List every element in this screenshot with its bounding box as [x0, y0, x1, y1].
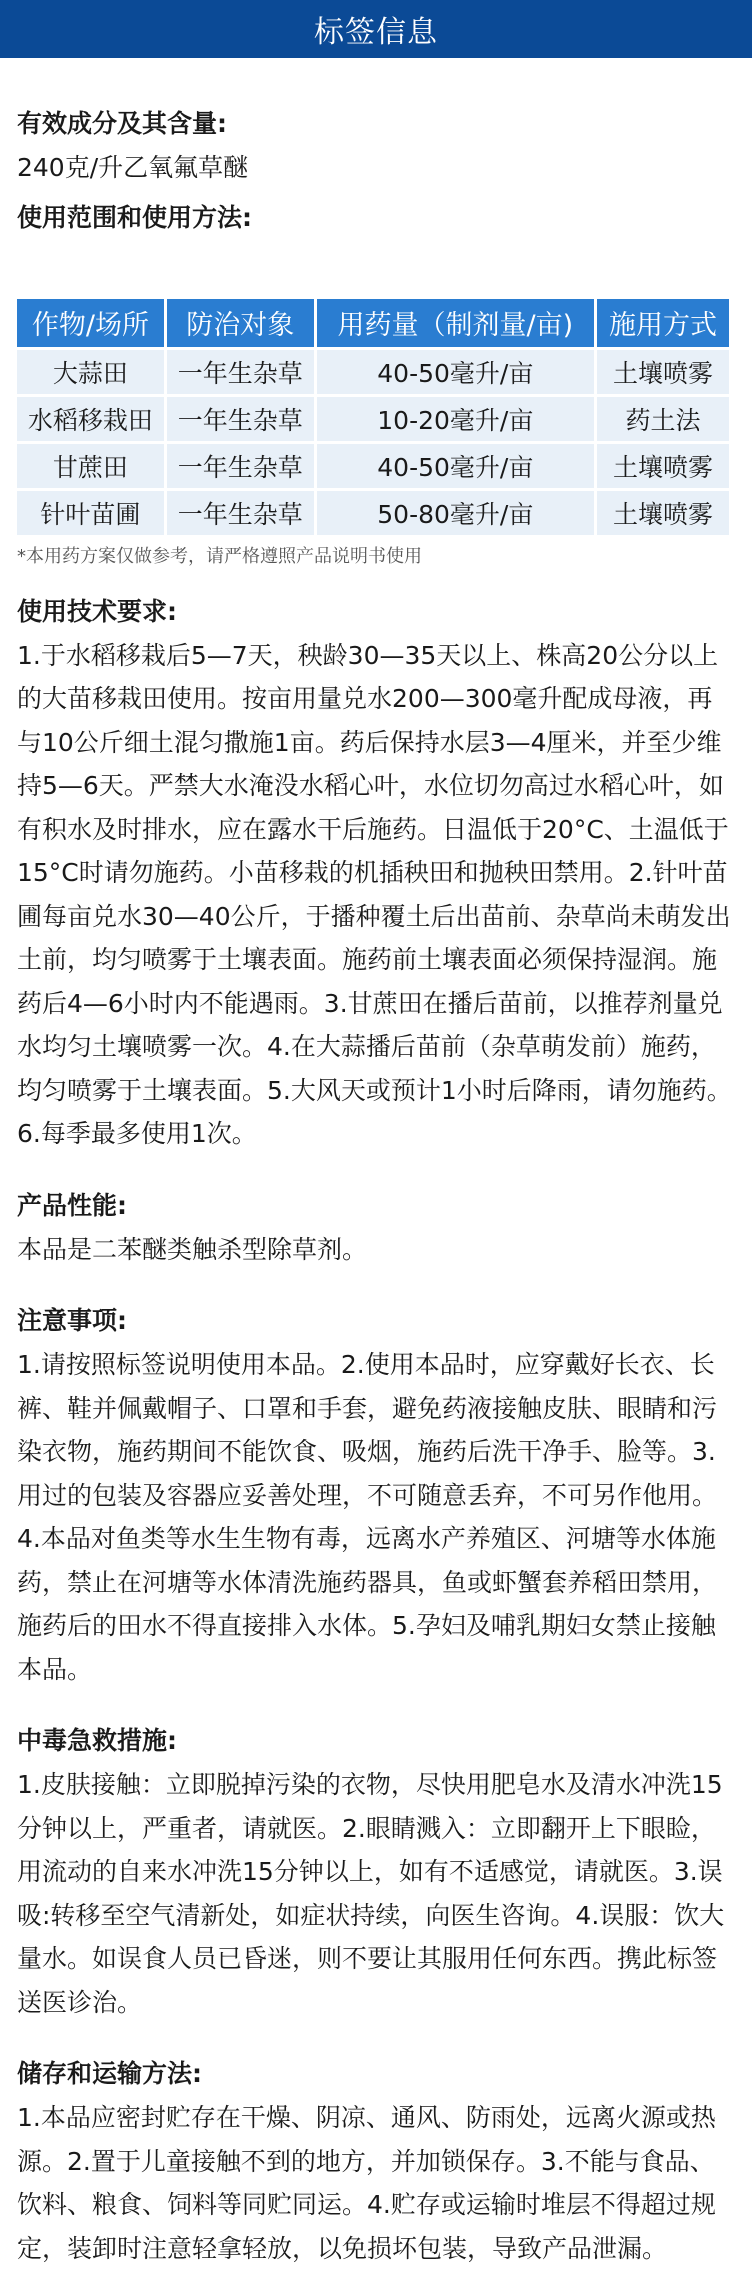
cell-dosage: 40-50毫升/亩: [317, 350, 594, 394]
caution-title: 注意事项:: [17, 1306, 127, 1335]
usage-table-header-row: [17, 299, 729, 347]
page-title: 标签信息: [314, 15, 438, 50]
usage-note: *本用药方案仅做参考，请严格遵照产品说明书使用: [17, 545, 422, 567]
storage-text: 1.本品应密封贮存在干燥、阴凉、通风、防雨处，远离火源或热源。2.置于儿童接触不到的地方，并加锁保存。3.不能与食品、饮料、粮食、饲料等同贮同运。4.贮存或运输时堆层不得超过规定，装卸时注意轻拿轻放，以免损坏包装，导致产品泄漏。: [17, 2103, 716, 2263]
table-row: [17, 350, 729, 394]
cell-crop: 大蒜田: [17, 350, 164, 394]
cell-dosage: 10-20毫升/亩: [317, 397, 594, 441]
performance-title: 产品性能:: [17, 1190, 127, 1220]
column-header-target: 防治对象: [167, 299, 314, 347]
storage-title: 储存和运输方法:: [17, 2059, 202, 2088]
ingredient-value: 240克/升乙氧氟草醚: [17, 153, 249, 182]
tech-title: 使用技术要求:: [17, 596, 177, 626]
table-row: [17, 491, 729, 535]
cell-method: 药土法: [597, 397, 729, 441]
cell-target: 一年生杂草: [167, 350, 314, 394]
column-header-method: 施用方式: [597, 299, 729, 347]
cell-target: 一年生杂草: [167, 397, 314, 441]
table-row: [17, 444, 729, 488]
cell-dosage: 50-80毫升/亩: [317, 491, 594, 535]
column-header-dosage: 用药量（制剂量/亩): [317, 299, 594, 347]
column-header-crop: 作物/场所: [17, 299, 164, 347]
ingredient-title: 有效成分及其含量:: [17, 109, 227, 138]
cell-target: 一年生杂草: [167, 444, 314, 488]
cell-crop: 水稻移栽田: [17, 397, 164, 441]
performance-text: 本品是二苯醚类触杀型除草剂。: [17, 1234, 368, 1264]
cell-method: 土壤喷雾: [597, 491, 729, 535]
cell-dosage: 40-50毫升/亩: [317, 444, 594, 488]
usage-title: 使用范围和使用方法:: [17, 202, 252, 232]
tech-text: 1.于水稻移栽后5—7天，秧龄30—35天以上、株高20公分以上的大苗移栽田使用。按亩用量兑水200—300毫升配成母液，再与10公斤细土混匀撒施1亩。药后保持水层3—4厘米，并至少维持5—6天。严禁大水淹没水稻心叶，水位切勿高过水稻心叶，如有积水及时排水，应在露水干后施药。日温低于20°C、土温低于15°C时请勿施药。小苗移栽的机插秧田和抛秧田禁用。2.针叶苗圃每亩兑水30—40公斤，于播种覆土后出苗前、杂草尚未萌发出土前，均匀喷雾于土壤表面。施药前土壤表面必须保持湿润。施药后4—6小时内不能遇雨。3.甘蔗田在播后苗前，以推荐剂量兑水均匀土壤喷雾一次。4.在大蒜播后苗前（杂草萌发前）施药，均匀喷雾于土壤表面。5.大风天或预计1小时后降雨，请勿施药。6.每季最多使用1次。: [17, 640, 732, 1148]
cell-method: 土壤喷雾: [597, 444, 729, 488]
cell-method: 土壤喷雾: [597, 350, 729, 394]
cell-crop: 甘蔗田: [17, 444, 164, 488]
usage-table: [14, 296, 732, 538]
label-content: [0, 58, 752, 2270]
firstaid-text: 1.皮肤接触：立即脱掉污染的衣物，尽快用肥皂水及清水冲洗15分钟以上，严重者，请就医。2.眼睛溅入：立即翻开上下眼睑，用流动的自来水冲洗15分钟以上，如有不适感觉，请就医。3.误吸:转移至空气清新处，如症状持续，向医生咨询。4.误服：饮大量水。如误食人员已昏迷，则不要让其服用任何东西。携此标签送医诊治。: [17, 1770, 725, 2017]
cell-crop: 针叶苗圃: [17, 491, 164, 535]
cell-target: 一年生杂草: [167, 491, 314, 535]
caution-text: 1.请按照标签说明使用本品。2.使用本品时，应穿戴好长衣、长裤、鞋并佩戴帽子、口罩和手套，避免药液接触皮肤、眼睛和污染衣物，施药期间不能饮食、吸烟，施药后洗干净手、脸等。3.用过的包装及容器应妥善处理，不可随意丢弃，不可另作他用。4.本品对鱼类等水生生物有毒，远离水产养殖区、河塘等水体施药，禁止在河塘等水体清洗施药器具，鱼或虾蟹套养稻田禁用，施药后的田水不得直接排入水体。5.孕妇及哺乳期妇女禁止接触本品。: [17, 1350, 718, 1684]
firstaid-title: 中毒急救措施:: [17, 1726, 177, 1755]
page-header: [0, 0, 752, 58]
table-row: [17, 397, 729, 441]
